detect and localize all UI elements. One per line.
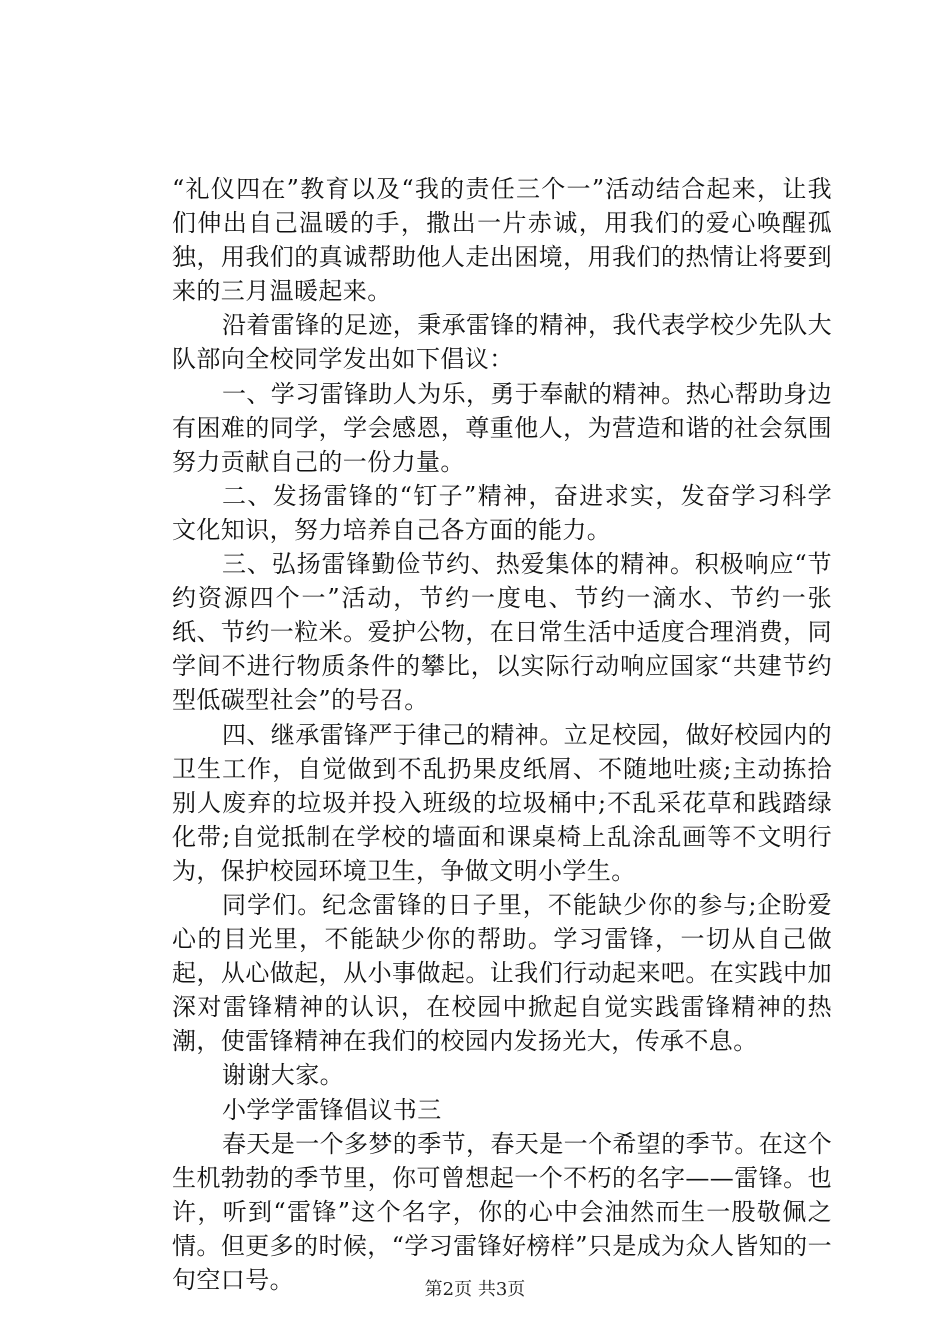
paragraph-closing-call: 同学们。纪念雷锋的日子里，不能缺少你的参与;企盼爱心的目光里，不能缺少你的帮助。学习雷锋，一切从自己做起，从心做起，从小事做起。让我们行动起来吧。在实践中加深对雷锋精神的认识，在校园中掀起自觉实践雷锋精神的热潮，使雷锋精神在我们的校园内发扬光大，传承不息。: [172, 890, 832, 1056]
paragraph-proposal-3: 三、弘扬雷锋勤俭节约、热爱集体的精神。积极响应“节约资源四个一”活动，节约一度电、节约一滴水、节约一张纸、节约一粒米。爱护公物，在日常生活中适度合理消费，同学间不进行物质条件的攀比，以实际行动响应国家“共建节约型低碳型社会”的号召。: [172, 550, 832, 715]
paragraph-proposal-4: 四、继承雷锋严于律己的精神。立足校园，做好校园内的卫生工作，自觉做到不乱扔果皮纸屑、不随地吐痰;主动拣拾别人废弃的垃圾并投入班级的垃圾桶中;不乱采花草和践踏绿化带;自觉抵制在学校的墙面和课桌椅上乱涂乱画等不文明行为，保护校园环境卫生，争做文明小学生。: [172, 720, 832, 885]
paragraph-intro-continued: “礼仪四在”教育以及“我的责任三个一”活动结合起来，让我们伸出自己温暖的手，撒出一片赤诚，用我们的爱心唤醒孤独，用我们的真诚帮助他人走出困境，用我们的热情让将要到来的三月温暖起来。: [172, 175, 832, 306]
paragraph-proposal-1: 一、学习雷锋助人为乐，勇于奉献的精神。热心帮助身边有困难的同学，学会感恩，尊重他人，为营造和谐的社会氛围努力贡献自己的一份力量。: [172, 379, 832, 476]
section-title: 小学学雷锋倡议书三: [222, 1095, 442, 1124]
paragraph-thanks: 谢谢大家。: [222, 1061, 344, 1090]
page-number-footer: 第2页 共3页: [424, 1279, 526, 1300]
paragraph-proposal-2: 二、发扬雷锋的“钉子”精神，奋进求实，发奋学习科学文化知识，努力培养自己各方面的能力。: [172, 481, 832, 544]
paragraph-spring: 春天是一个多梦的季节，春天是一个希望的季节。在这个生机勃勃的季节里，你可曾想起一个不朽的名字——雷锋。也许，听到“雷锋”这个名字，你的心中会油然而生一股敬佩之情。但更多的时候，“学习雷锋好榜样”只是成为众人皆知的一句空口号。: [172, 1129, 832, 1294]
paragraph-proposal-intro: 沿着雷锋的足迹，秉承雷锋的精神，我代表学校少先队大队部向全校同学发出如下倡议：: [172, 311, 832, 374]
document-body: [172, 172, 832, 1297]
